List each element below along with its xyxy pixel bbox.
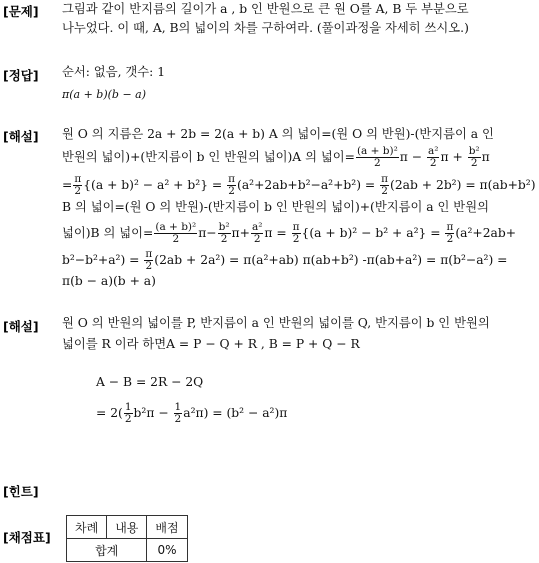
math-text: =	[62, 178, 73, 192]
fraction	[227, 174, 236, 197]
rubric-header-points: 배점	[147, 516, 187, 539]
math-text: b²π −	[133, 406, 173, 420]
numerator: π	[381, 173, 389, 185]
math-text: (2ab + 2b²) = π(ab+b²)	[390, 178, 536, 192]
solution1-line-7: π(b − a)(b + a)	[62, 274, 156, 288]
math-text: {(a + b)² − a² + b²} =	[83, 178, 227, 192]
solution2-equation-2	[96, 402, 287, 425]
problem-line-1: 그림과 같이 반지름의 길이가 a , b 인 반원으로 큰 원 O를 A, B 두 부분으로	[62, 2, 469, 16]
solution1-line-3	[62, 174, 536, 197]
math-text: π	[481, 150, 490, 164]
numerator: (a + b)²	[356, 145, 398, 157]
denominator: 2	[381, 185, 388, 197]
numerator: a²	[251, 221, 263, 233]
solution-label-2: [해설]	[3, 319, 39, 334]
solution1-line-6	[62, 249, 507, 272]
math-text: π =	[264, 226, 291, 240]
denominator: 2	[429, 157, 437, 169]
denominator: 2	[228, 185, 235, 197]
denominator: 2	[446, 233, 454, 245]
solution1-line-5	[62, 222, 516, 245]
fraction	[380, 174, 389, 197]
math-text: π −	[399, 150, 426, 164]
math-text: (a²+2ab+b²−a²+b²) =	[237, 178, 380, 192]
rubric-table	[66, 515, 188, 562]
math-text: π+	[231, 226, 250, 240]
hint-label: [힌트]	[3, 484, 39, 499]
fraction	[144, 249, 153, 272]
numerator: 1	[174, 401, 182, 413]
fraction	[124, 402, 133, 425]
fraction	[174, 402, 183, 425]
rubric-total-row	[67, 539, 188, 562]
solution2-equation-1: A − B = 2R − 2Q	[96, 375, 204, 389]
numerator: b²	[218, 221, 230, 233]
fraction	[427, 146, 439, 169]
fraction	[292, 222, 301, 245]
fraction	[154, 222, 197, 245]
math-text: (a²+2ab+	[455, 226, 517, 240]
fraction	[73, 174, 82, 197]
numerator: (a + b)²	[155, 221, 197, 233]
fraction	[445, 222, 454, 245]
denominator: 2	[220, 233, 228, 245]
fraction	[468, 146, 481, 169]
solution-label: [해설]	[3, 129, 39, 144]
numerator: a²	[428, 145, 439, 157]
solution2-line-2: 넓이를 R 이라 하면A = P − Q + R , B = P + Q − R	[62, 337, 360, 351]
rubric-header-order: 차례	[67, 516, 107, 539]
numerator: 1	[124, 401, 132, 413]
numerator: π	[446, 221, 454, 233]
solution1-line-4: B 의 넓이=(원 O 의 반원)-(반지름이 b 인 반원의 넓이)+(반지름이 a 인 반원의	[62, 200, 489, 214]
denominator: 2	[145, 260, 153, 272]
denominator: 2	[470, 157, 478, 169]
rubric-header-row	[67, 516, 188, 539]
math-text: (2ab + 2a²) = π(a²+ab) π(ab+b²) -π(ab+a²) = π(b²−a²) =	[154, 253, 508, 267]
denominator: 2	[74, 185, 82, 197]
solution1-line-2	[62, 146, 490, 169]
denominator: 2	[174, 413, 182, 425]
math-text: a²π) = (b² − a²)π	[183, 406, 288, 420]
numerator: π	[74, 173, 82, 185]
math-text: π−	[198, 226, 217, 240]
answer-label: [정답]	[3, 68, 39, 83]
math-text: 넓이)B 의 넓이=	[62, 226, 154, 240]
math-text: π +	[440, 150, 467, 164]
fraction	[218, 222, 231, 245]
fraction	[251, 222, 263, 245]
math-text: b²−b²+a²) =	[62, 253, 144, 267]
fraction	[356, 146, 399, 169]
denominator: 2	[374, 157, 381, 169]
denominator: 2	[124, 413, 132, 425]
numerator: π	[228, 173, 236, 185]
rubric-label: [채점표]	[3, 530, 51, 545]
solution1-line-2-text: 반원의 넓이)+(반지름이 b 인 반원의 넓이)A 의 넓이=	[62, 150, 355, 164]
solution1-line-1: 원 O 의 지름은 2a + 2b = 2(a + b) A 의 넓이=(원 O 의 반원)-(반지름이 a 인	[62, 127, 494, 141]
rubric-total-label: 합계	[67, 539, 147, 562]
problem-label: [문제]	[3, 4, 39, 19]
answer-meta: 순서: 없음, 갯수: 1	[62, 65, 166, 79]
denominator: 2	[292, 233, 300, 245]
rubric-total-value: 0%	[147, 539, 187, 562]
denominator: 2	[172, 233, 180, 245]
math-text: = 2(	[96, 406, 123, 420]
denominator: 2	[253, 233, 261, 245]
numerator: b²	[468, 145, 480, 157]
problem-line-2: 나누었다. 이 때, A, B의 넓이의 차를 구하여라. (풀이과정을 자세히 쓰시오.)	[62, 21, 469, 35]
answer-expression: π(a + b)(b − a)	[62, 88, 147, 101]
numerator: π	[145, 248, 153, 260]
solution2-line-1: 원 O 의 반원의 넓이를 P, 반지름이 a 인 반원의 넓이를 Q, 반지름이 b 인 반원의	[62, 316, 490, 330]
math-text: {(a + b)² − b² + a²} =	[301, 226, 445, 240]
rubric-header-content: 내용	[107, 516, 147, 539]
numerator: π	[292, 221, 300, 233]
